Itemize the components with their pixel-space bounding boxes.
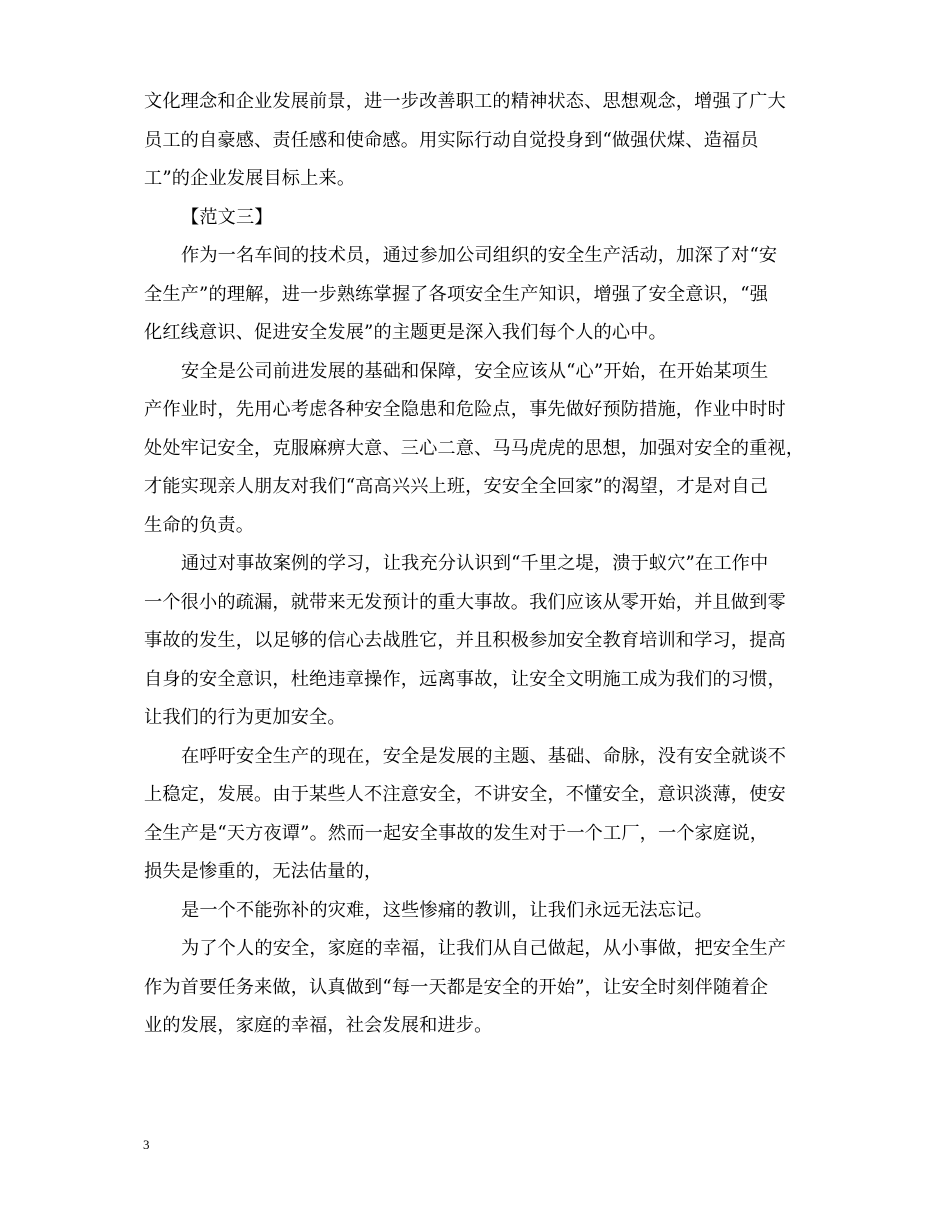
text-line-16: 自身的安全意识，杜绝违章操作，远离事故，让安全文明施工成为我们的习惯， xyxy=(144,668,786,690)
text-line-7: 化红线意识、促进安全发展”的主题更是深入我们每个人的心中。 xyxy=(144,322,667,343)
text-line-21: 损失是惨重的，无法估量的， xyxy=(144,861,383,882)
text-line-14: 一个很小的疏漏，就带来无发预计的重大事故。我们应该从零开始，并且做到零 xyxy=(144,591,786,613)
text-line-17: 让我们的行为更加安全。 xyxy=(144,707,346,728)
document-body xyxy=(144,83,810,1046)
text-line-6: 全生产”的理解，进一步熟练掌握了各项安全生产知识，增强了安全意识，“强 xyxy=(144,283,769,305)
text-line-15: 事故的发生，以足够的信心去战胜它，并且积极参加安全教育培训和学习，提高 xyxy=(144,630,786,651)
text-line-20: 全生产是“天方夜谭”。然而一起安全事故的发生对于一个工厂，一个家庭说， xyxy=(144,822,769,844)
text-line-19: 上稳定，发展。由于某些人不注意安全，不讲安全，不懂安全，意识淡薄，使安 xyxy=(144,784,786,805)
text-line-22: 是一个不能弥补的灾难，这些惨痛的教训，让我们永远无法忘记。 xyxy=(181,899,713,921)
text-line-8: 安全是公司前进发展的基础和保障，安全应该从“心”开始，在开始某项生 xyxy=(181,360,769,382)
text-line-3: 工”的企业发展目标上来。 xyxy=(144,168,356,189)
text-line-9: 产作业时，先用心考虑各种安全隐患和危险点，事先做好预防措施，作业中时时 xyxy=(144,399,786,420)
text-line-13: 通过对事故案例的学习，让我充分认识到“千里之堤，溃于蚁穴”在工作中 xyxy=(181,553,769,574)
text-line-1: 文化理念和企业发展前景，进一步改善职工的精神状态、思想观念，增强了广大 xyxy=(144,91,786,112)
section-heading: 【范文三】 xyxy=(181,206,273,228)
text-line-5: 作为一名车间的技术员，通过参加公司组织的安全生产活动，加深了对“安 xyxy=(181,245,778,266)
text-line-24: 作为首要任务来做，认真做到“每一天都是安全的开始”，让安全时刻伴随着企 xyxy=(144,976,769,998)
text-line-23: 为了个人的安全，家庭的幸福，让我们从自己做起，从小事做，把安全生产 xyxy=(181,938,787,959)
text-line-11: 才能实现亲人朋友对我们“高高兴兴上班，安安全全回家”的渴望，才是对自己 xyxy=(144,476,769,497)
text-line-2: 员工的自豪感、责任感和使命感。用实际行动自觉投身到“做强伏煤、造福员 xyxy=(144,129,759,151)
text-line-25: 业的发展，家庭的幸福，社会发展和进步。 xyxy=(144,1015,493,1036)
text-line-10: 处处牢记安全，克服麻痹大意、三心二意、马马虎虎的思想，加强对安全的重视， xyxy=(144,437,805,459)
text-line-12: 生命的负责。 xyxy=(144,514,255,536)
text-line-18: 在呼吁安全生产的现在，安全是发展的主题、基础、命脉，没有安全就谈不 xyxy=(181,745,787,767)
page-number: 3 xyxy=(143,1137,150,1152)
